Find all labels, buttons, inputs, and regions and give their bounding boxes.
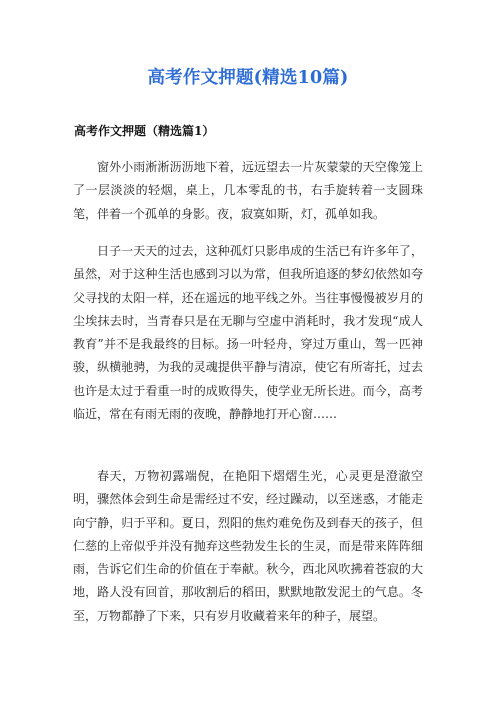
body-paragraph: 春天，万物初露端倪，在艳阳下熠熠生光，心灵更是澄澈空明，骤然体会到生命是需经过不安，经过躁动，以至迷惑，才能走向宁静，归于平和。夏日，烈阳的焦灼难免伤及到春天的孩子，但仁慈的上帝似乎并没有抛弃这些勃发生长的生灵，而是带来阵阵细雨，告诉它们生命的价值在于奉献。秋今，西北风吹拂着苍寂的大地，路人没有回首，那收割后的稻田，默默地散发泥土的气息。冬至，万物都静了下来，只有岁月收藏着来年的种子，展望。: [73, 469, 423, 623]
section-heading: 高考作文押题（精选篇1）: [74, 124, 215, 138]
body-paragraph: 日子一天天的过去，这种孤灯只影串成的生活已有许多年了，虽然，对于这种生活也感到习以为常，但我所追逐的梦幻依然如夸父寻找的太阳一样，还在遥远的地平线之外。当往事慢慢被岁月的尘埃抹去时，当青春只是在无聊与空虚中消耗时，我才发现“成人教育”并不是我最终的目标。扬一叶轻舟，穿过万重山，驾一匹神骏，纵横驰骋，为我的灵魂提供平静与清凉，使它有所寄托，过去也许是太过于看重一时的成败得失，使学业无所长进。而今，高考临近，常在有雨无雨的夜晚，静静地打开心窗……: [73, 244, 423, 422]
document-title: 高考作文押题(精选10篇): [147, 68, 349, 88]
body-paragraph: 窗外小雨淅淅沥沥地下着，远远望去一片灰蒙蒙的天空像笼上了一层淡淡的轻烟，桌上，几本零乱的书，右手旋转着一支圆珠笔，伴着一个孤单的身影。夜，寂寞如斯，灯，孤单如我。: [73, 160, 423, 221]
